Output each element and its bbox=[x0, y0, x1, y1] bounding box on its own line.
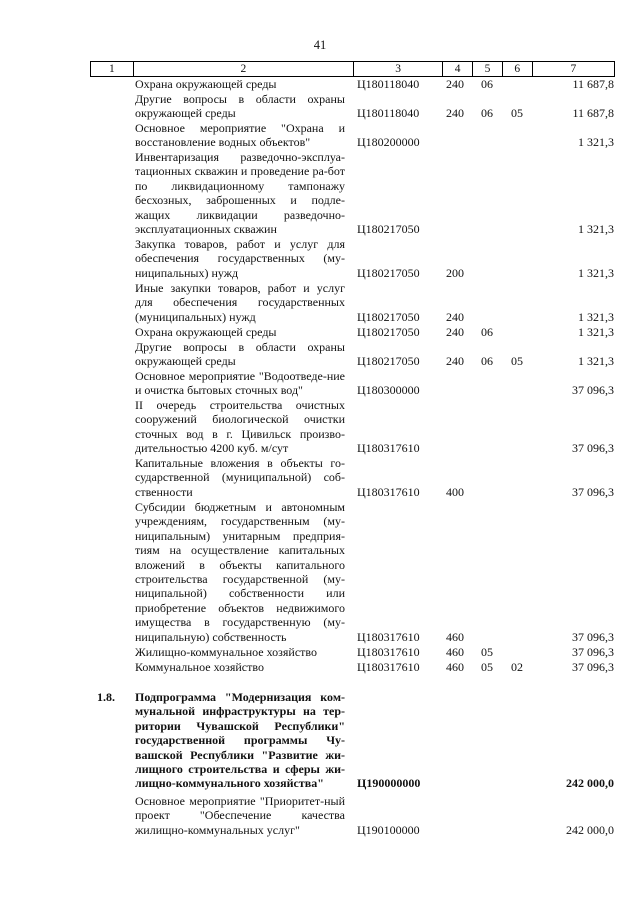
table-row bbox=[0, 794, 640, 838]
row-name: Субсидии бюджетным и автономным учреждениям, государственным (му-ниципальным) унитарным предприя-тиям на осуществление капитальных вложений в объекты капитального строительства государственной (му-ниципальной) собственности или приобретение объектов недвижимого имущества в государственную (му-ниципальную) собственность bbox=[135, 500, 345, 644]
table-row bbox=[0, 150, 640, 237]
row-vr: 460 bbox=[446, 645, 464, 659]
row-code: Ц180300000 bbox=[357, 383, 420, 398]
row-name: Другие вопросы в области охраны окружающей среды bbox=[135, 340, 345, 369]
row-sum: 11 687,8 bbox=[572, 77, 614, 91]
row-sum: 1 321,3 bbox=[578, 309, 614, 324]
row-sum: 242 000,0 bbox=[566, 776, 614, 791]
row-pr: 05 bbox=[511, 354, 523, 369]
table-row bbox=[0, 660, 640, 675]
row-sum: 37 096,3 bbox=[572, 660, 614, 674]
row-sum: 37 096,3 bbox=[572, 645, 614, 659]
row-sum: 37 096,3 bbox=[572, 383, 614, 398]
row-rz: 06 bbox=[481, 325, 493, 339]
row-name: Коммунальное хозяйство bbox=[135, 660, 264, 674]
row-sum: 1 321,3 bbox=[578, 222, 614, 236]
row-code: Ц180217050 bbox=[357, 265, 420, 280]
row-sum: 1 321,3 bbox=[578, 265, 614, 280]
row-sum: 11 687,8 bbox=[572, 106, 614, 121]
table-row bbox=[0, 690, 640, 794]
row-name: Основное мероприятие "Охрана и восстановление водных объектов" bbox=[135, 121, 345, 150]
row-sum: 37 096,3 bbox=[572, 441, 614, 456]
row-name: Иные закупки товаров, работ и услуг для обеспечения государственных (муниципальных) нужд bbox=[135, 281, 345, 324]
row-name: Основное мероприятие "Приоритет-ный проект "Обеспечение качества жилищно-коммунальных услуг" bbox=[135, 794, 345, 837]
row-sum: 1 321,3 bbox=[578, 325, 614, 339]
table-row bbox=[0, 92, 640, 121]
row-rz: 06 bbox=[481, 354, 493, 369]
table-header bbox=[90, 61, 615, 77]
row-vr: 240 bbox=[446, 106, 464, 121]
column-header: 7 bbox=[533, 62, 615, 76]
row-name: Подпрограмма "Модернизация ком-мунальной инфраструктуры на тер-ритории Чувашской Республики" государственной программы Чу-вашской Республики "Развитие жи-лищного строительства и сферы жи-лищно-коммунального хозяйства" bbox=[135, 690, 345, 791]
page-number: 41 bbox=[313, 38, 327, 52]
row-code: Ц180317610 bbox=[357, 629, 420, 644]
row-code: Ц190100000 bbox=[357, 822, 420, 837]
row-code: Ц180317610 bbox=[357, 660, 420, 674]
column-header: 3 bbox=[354, 62, 443, 76]
row-vr: 400 bbox=[446, 484, 464, 499]
row-sum: 37 096,3 bbox=[572, 629, 614, 644]
row-pr: 05 bbox=[511, 106, 523, 121]
row-sum: 1 321,3 bbox=[578, 135, 614, 150]
row-code: Ц190000000 bbox=[357, 776, 421, 791]
row-code: Ц180217050 bbox=[357, 222, 420, 236]
row-code: Ц180118040 bbox=[357, 106, 420, 121]
row-vr: 240 bbox=[446, 325, 464, 339]
table-row bbox=[0, 500, 640, 644]
row-sum: 242 000,0 bbox=[566, 822, 614, 837]
column-header: 1 bbox=[91, 62, 134, 76]
row-vr: 240 bbox=[446, 77, 464, 91]
table-row bbox=[0, 456, 640, 500]
row-vr: 240 bbox=[446, 309, 464, 324]
column-header: 4 bbox=[443, 62, 473, 76]
row-name: Инвентаризация разведочно-эксплуа-тационных скважин и проведение ра-бот по ликвидационному тампонажу бесхозных, заброшенных и подле-жащих ликвидации разведочно-эксплуатационных скважин bbox=[135, 150, 345, 237]
section-number: 1.8. bbox=[97, 690, 115, 704]
table-row bbox=[0, 237, 640, 281]
table-row bbox=[0, 325, 640, 340]
row-name: II очередь строительства очистных сооружений биологической очистки сточных вод в г. Цивильск произво-дительностью 4200 куб. м/сут bbox=[135, 398, 345, 456]
row-name: Охрана окружающей среды bbox=[135, 77, 277, 91]
row-code: Ц180200000 bbox=[357, 135, 420, 150]
table-row bbox=[0, 398, 640, 456]
row-name: Другие вопросы в области охраны окружающей среды bbox=[135, 92, 345, 121]
row-sum: 37 096,3 bbox=[572, 484, 614, 499]
row-vr: 240 bbox=[446, 354, 464, 369]
row-name: Основное мероприятие "Водоотведе-ние и очистка бытовых сточных вод" bbox=[135, 369, 345, 398]
row-code: Ц180317610 bbox=[357, 441, 420, 456]
table-row bbox=[0, 121, 640, 150]
row-sum: 1 321,3 bbox=[578, 354, 614, 369]
row-rz: 06 bbox=[481, 77, 493, 91]
table-row bbox=[0, 369, 640, 398]
row-pr: 02 bbox=[511, 660, 523, 674]
row-rz: 05 bbox=[481, 660, 493, 674]
row-vr: 200 bbox=[446, 265, 464, 280]
row-rz: 05 bbox=[481, 645, 493, 659]
row-code: Ц180217050 bbox=[357, 309, 420, 324]
row-vr: 460 bbox=[446, 660, 464, 674]
row-code: Ц180118040 bbox=[357, 77, 420, 91]
row-name: Капитальные вложения в объекты го-сударственной (муниципальной) соб-ственности bbox=[135, 456, 345, 499]
row-rz: 06 bbox=[481, 106, 493, 121]
row-code: Ц180217050 bbox=[357, 325, 420, 339]
column-header: 5 bbox=[473, 62, 503, 76]
row-code: Ц180217050 bbox=[357, 354, 420, 369]
column-header: 6 bbox=[503, 62, 533, 76]
row-name: Закупка товаров, работ и услуг для обеспечения государственных (му-ниципальных) нужд bbox=[135, 237, 345, 280]
row-name: Охрана окружающей среды bbox=[135, 325, 277, 339]
column-header: 2 bbox=[134, 62, 354, 76]
row-vr: 460 bbox=[446, 629, 464, 644]
row-code: Ц180317610 bbox=[357, 484, 420, 499]
table-row bbox=[0, 645, 640, 660]
row-code: Ц180317610 bbox=[357, 645, 420, 659]
table-row bbox=[0, 340, 640, 369]
table-row bbox=[0, 77, 640, 92]
row-name: Жилищно-коммунальное хозяйство bbox=[135, 645, 318, 659]
table-row bbox=[0, 281, 640, 325]
